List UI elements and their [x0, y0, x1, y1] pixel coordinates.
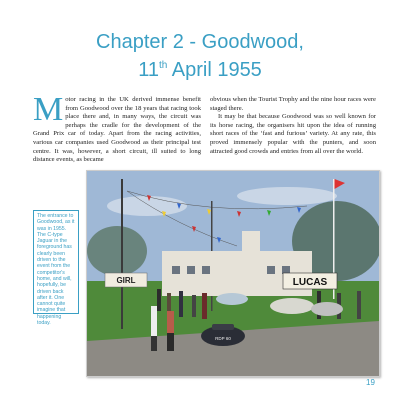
photo-caption: The entrance to Goodwood, as it was in 1955. The C-type Jaguar in the foreground has clearly been driven to the event from the competitor's home, and will, hopefully, be driven back after it. One cannot quite imagine that happening today. [33, 210, 79, 314]
photo-sign-lucas-text: LUCAS [292, 277, 328, 288]
chapter-title [0, 30, 400, 82]
drop-cap: M [33, 91, 64, 128]
chapter-day: 11 [138, 59, 159, 81]
photo-sign-left [105, 273, 147, 287]
chapter-date-rest: April 1955 [167, 59, 262, 81]
body-paragraph-1-cont: obvious when the Tourist Trophy and the nine hour races were staged there. [210, 96, 376, 112]
photo-illustration [87, 171, 379, 376]
photo-goodwood-entrance [86, 170, 380, 377]
body-paragraph-2: It may be that because Goodwood was so well known for its horse racing, the organisers hit upon the idea of running short races of the ‘fast and furious’ variety. At any rate, this proved immensely popular with the punters, and soon attracted good crowds and entries from all over the world. [210, 113, 376, 155]
photo-sign-lucas [283, 273, 337, 289]
chapter-day-suffix: th [158, 60, 168, 71]
body-column-right [210, 96, 376, 156]
photo-car-plate: RDP 60 [215, 336, 231, 341]
body-column-left [33, 91, 201, 165]
body-paragraph-1: otor racing in the UK derived immense benefit from Goodwood over the 18 years that racing took place there and, in many ways, the circuit was perhaps the cradle for the development of the Grand Prix car of today. Apart from the racing activities, various car companies used Goodwood as their principal test centre. It was, however, a short circuit, ill suited to long distance events, as became [33, 96, 201, 164]
photo-sign-left-text: GIRL [116, 276, 136, 285]
chapter-title-line1: Chapter 2 - Goodwood, [96, 31, 304, 53]
page-number: 19 [366, 378, 375, 387]
chapter-title-line2 [0, 54, 400, 82]
